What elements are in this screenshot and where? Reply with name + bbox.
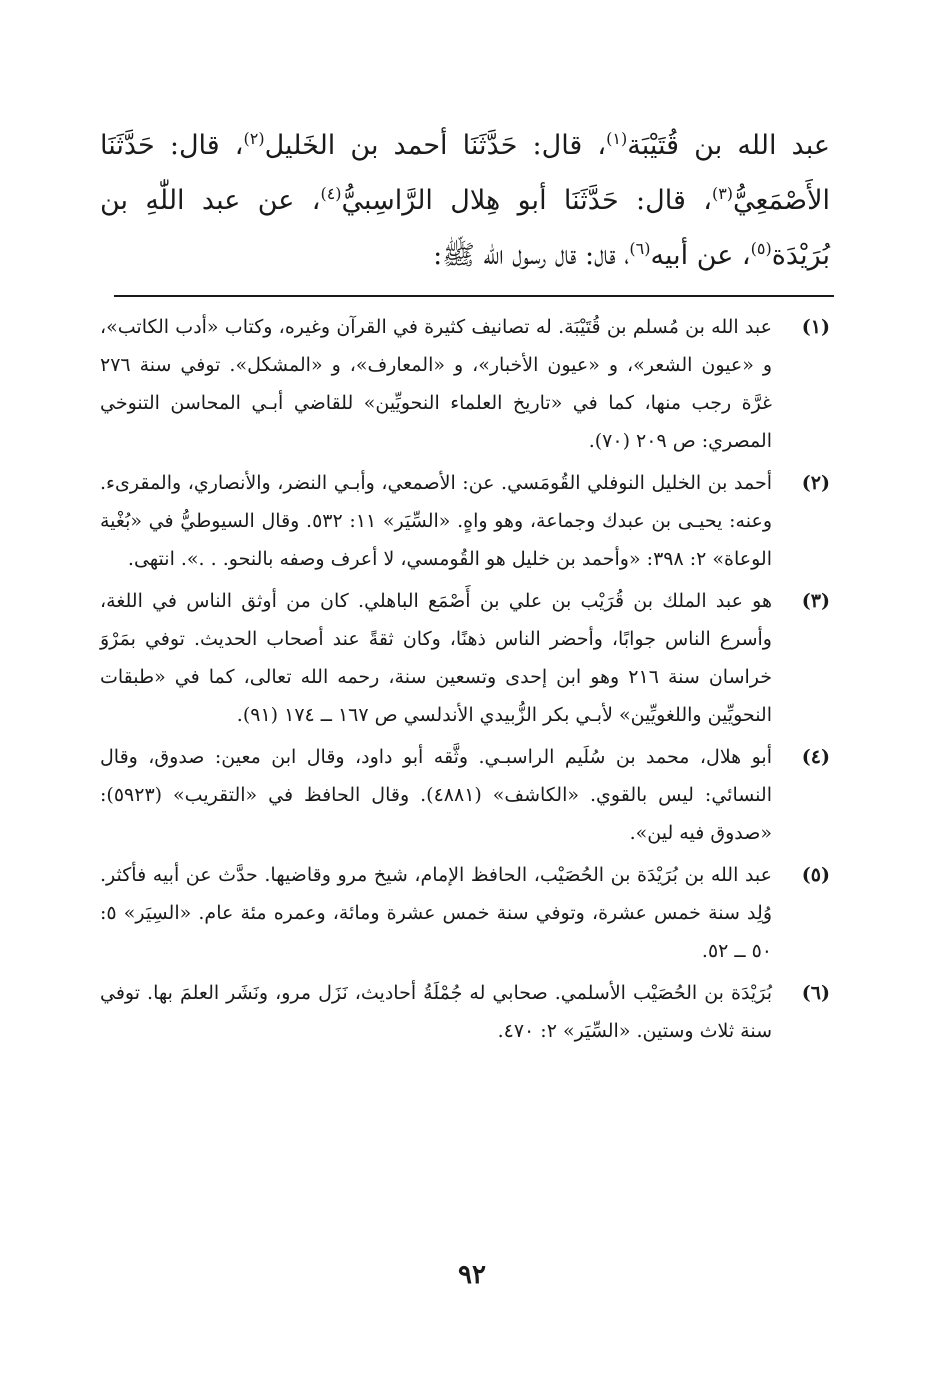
footnote-4 (100, 738, 830, 852)
footnote-5 (100, 856, 830, 970)
footnote-text: عبد الله بن مُسلم بن قُتَيْبَة. له تصانيف كثيرة في القرآن وغيره، وكتاب «أدب الكاتب»، و «عيون الشعر»، و «عيون الأخبار»، و «المعارف»، و «المشكل». توفي سنة ٢٧٦ غرَّة رجب منها، كما في «تاريخ العلماء النحويِّين» للقاضي أبـي المحاسن التنوخي المصري: ص ٢٠٩ (٧٠). (100, 316, 772, 452)
footnote-text: أحمد بن الخليل النوفلي القُومَسي. عن: الأصمعي، وأبـي النضر، والأنصاري، والمقرىء. وعنه: يحيـى بن عبدك وجماعة، وهو واهٍ. «السِّيَر» ١١: ٥٣٢. وقال السيوطيُّ في «بُغْية الوعاة» ٢: ٣٩٨: «وأحمد بن خليل هو القُومسي، لا أعرف وصفه بالنحو. . .». انتهى. (100, 472, 772, 570)
footnote-separator-rule (114, 295, 834, 297)
footnote-ref-6[interactable]: (٦) (629, 239, 651, 258)
footnote-text: هو عبد الملك بن قُرَيْب بن علي بن أَصْمَع الباهلي. كان من أوثق الناس في اللغة، وأسرع الناس جوابًا، وأحضر الناس ذهنًا، وكان ثقةً عند أصحاب الحديث. توفي بمَرْوَ خراسان سنة ٢١٦ وهو ابن إحدى وتسعين سنة، رحمه الله تعالى، كما في «طبقات النحويِّين واللغويِّين» لأبـي بكر الزُّبيدي الأندلسي ص ١٦٧ ــ ١٧٤ (٩١). (100, 590, 773, 726)
footnote-2 (100, 464, 830, 578)
main-text-segment: ، عن أبيه (650, 240, 751, 271)
footnote-ref-1[interactable]: (١) (606, 129, 628, 148)
main-text-segment: ، قال: حَدَّثَنَا أبو هِلال الرَّاسِبيُّ (341, 185, 712, 216)
footnote-number: (١) (801, 316, 830, 338)
footnote-number: (٦) (801, 982, 830, 1004)
main-text-segment: ، قال: قال رسول الله ﷺ: (433, 240, 630, 271)
footnotes-section (100, 308, 830, 1054)
footnote-1 (100, 308, 830, 460)
main-text-segment: عبد الله بن قُتَيْبَة (627, 130, 830, 161)
main-text-segment: ، قال: حَدَّثَنَا أحمد بن الخَليل (264, 130, 607, 161)
footnote-number: (٥) (801, 864, 830, 886)
page-number: ٩٢ (458, 1260, 486, 1290)
footnote-number: (٤) (801, 746, 830, 768)
footnote-number: (٢) (801, 472, 830, 494)
footnote-ref-3[interactable]: (٣) (711, 184, 734, 203)
footnote-text: عبد الله بن بُرَيْدَة بن الحُصَيْب، الحافظ الإمام، شيخ مرو وقاضيها. حدَّث عن أبيه فأكثر. وُلِد سنة خمس عشرة، وتوفي سنة خمس عشرة ومائة، وعمره مئة عام. «السِيَر» ٥: ٥٠ ــ ٥٢. (100, 864, 772, 962)
main-text-segment: ، قال: حَدَّثَنَا الأَصْمَعِيُّ (100, 130, 830, 216)
footnote-ref-2[interactable]: (٢) (243, 129, 265, 148)
footnote-text: بُرَيْدَة بن الحُصَيْب الأسلمي. صحابي له جُمْلَةُ أحاديث، نَزَل مرو، ونَشَر العلمَ بها. توفي سنة ثلاث وستين. «السِّيَر» ٢: ٤٧٠. (100, 982, 772, 1042)
footnote-6 (100, 974, 830, 1050)
footnote-ref-4[interactable]: (٤) (320, 184, 342, 203)
footnote-3 (100, 582, 830, 734)
footnote-text: أبو هلال، محمد بن سُلَيم الراسبـي. وثَّقه أبو داود، وقال ابن معين: صدوق، وقال النسائي: ليس بالقوي. «الكاشف» (٤٨٨١). وقال الحافظ في «التقريب» (٥٩٢٣): «صدوق فيه لين». (100, 746, 772, 844)
footnote-ref-5[interactable]: (٥) (750, 239, 772, 258)
footnote-number: (٣) (801, 590, 830, 612)
main-text-paragraph (100, 118, 830, 283)
main-text-segment: ، عن عبد اللّٰهِ بن بُرَيْدَة (100, 185, 830, 271)
